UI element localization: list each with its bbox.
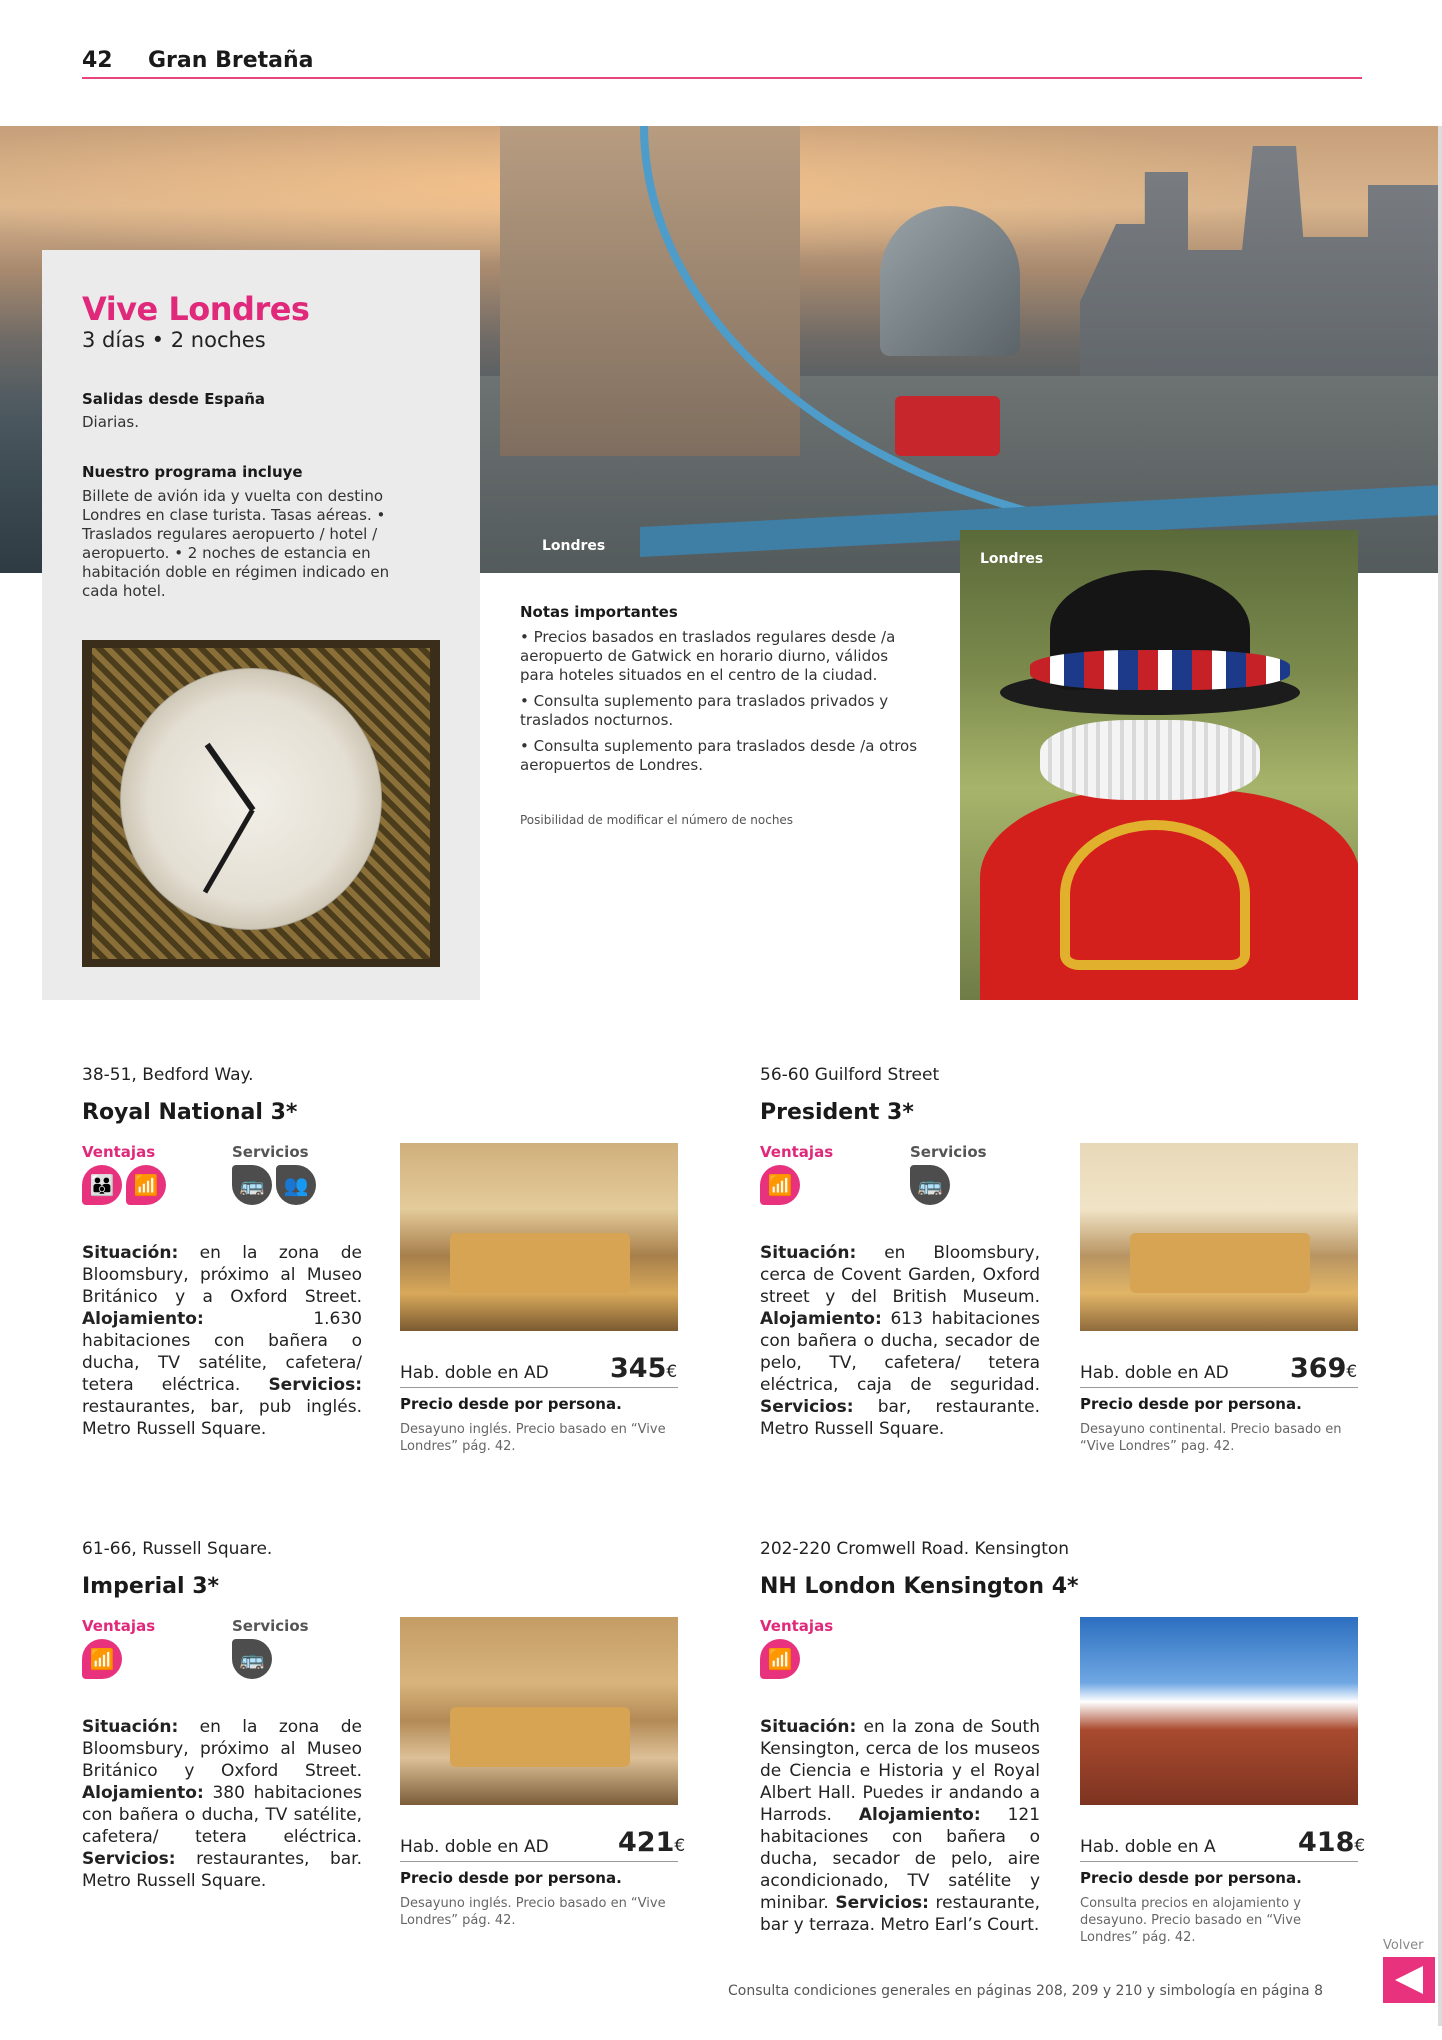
ruff-collar [1040,720,1260,800]
programa-label: Nuestro programa incluye [82,463,303,481]
package-duration: 3 días • 2 noches [82,328,266,352]
hotel-room-photo [400,1617,678,1805]
room-type: Hab. doble en A [1080,1837,1216,1857]
price-value [1298,1827,1365,1858]
room-type: Hab. doble en AD [400,1837,549,1857]
hotel-name: Royal National 3* [82,1100,298,1125]
price-note: Desayuno inglés. Precio basado en “Vive Londres” pág. 42. [400,1422,666,1454]
price-rule [400,1861,678,1862]
page-number: 42 [82,48,113,73]
volver-button[interactable] [1383,1957,1435,2003]
alojamiento-text: 380 habitaciones con bañera o ducha, TV satélite, cafetera/ tetera eléctrica. [82,1783,363,1847]
price-desde: Precio desde por persona. [1080,1869,1302,1887]
ventajas-label: Ventajas [82,1143,156,1161]
salidas-text: Diarias. [82,413,140,431]
bed [450,1233,630,1293]
servicios-text: bar, restaurante. Metro Russell Square. [760,1397,1040,1439]
price-amount: 345 [610,1353,667,1384]
servicios-text: restaurantes, bar, pub inglés. Metro Russell Square. [82,1397,362,1439]
note-item: • Precios basados en traslados regulares desde /a aeropuerto de Gatwick en horario diurno, válidos para hoteles situados en el centro de la ciudad. [520,628,896,684]
notes-footnote: Posibilidad de modificar el número de noches [520,813,794,827]
big-ben-clock-photo [82,640,440,967]
footer-note: Consulta condiciones generales en páginas 208, 209 y 210 y simbología en página 8 [728,1983,1323,1999]
alojamiento-text: 1.630 habitaciones con bañera o ducha, TV satélite, cafetera/ tetera eléctrica. [82,1309,362,1395]
servicios-desc-label: Servicios: [82,1849,176,1869]
price-note: Desayuno inglés. Precio basado en “Vive Londres” pág. 42. [400,1896,666,1928]
package-title: Vive Londres [82,290,310,328]
situacion-text: en la zona de Bloomsbury, próximo al Museo Británico y a Oxford Street. [82,1243,362,1307]
price-rule [400,1387,678,1388]
hero-caption: Londres [542,538,606,554]
family-icon: 👪 [82,1165,122,1205]
programa-text: Billete de avión ida y vuelta con destino Londres en clase turista. Tasas aéreas. • Traslados regulares aeropuerto / hotel / aeropuerto. • 2 noches de estancia en habitación doble en régimen indicado en cada hotel. [82,487,390,600]
servicios-desc-label: Servicios: [760,1397,854,1417]
alojamiento-label: Alojamiento: [760,1309,882,1329]
ventajas-label: Ventajas [760,1617,834,1635]
hotel-name: President 3* [760,1100,914,1125]
notes-list [520,628,920,782]
bus-icon: 🚌 [232,1165,272,1205]
note-item: • Consulta suplemento para traslados privados y traslados nocturnos. [520,692,889,729]
alojamiento-label: Alojamiento: [82,1783,204,1803]
price-desde: Precio desde por persona. [1080,1395,1302,1413]
servicios-text: restaurante, bar y terraza. Metro Earl’s Court. [760,1893,1040,1935]
wifi-icon: 📶 [760,1639,800,1679]
servicios-desc-label: Servicios: [835,1893,929,1913]
price-currency: € [1354,1836,1366,1856]
gold-embroidery [1060,820,1250,970]
bus-icon: 🚌 [232,1639,272,1679]
price-amount: 369 [1290,1353,1347,1384]
hotel-description [760,1716,1040,1936]
situacion-text: en la zona de Bloomsbury, próximo al Museo Británico y Oxford Street. [82,1717,362,1781]
situacion-label: Situación: [760,1243,857,1263]
price-amount: 421 [618,1827,675,1858]
beefeater-photo [960,530,1358,1000]
section-title: Gran Bretaña [148,48,314,73]
alojamiento-label: Alojamiento: [82,1309,204,1329]
header-rule [82,77,1362,79]
alojamiento-text: 613 habitaciones con bañera o ducha, secador de pelo, TV, cafetera/ tetera eléctrica, caja de seguridad. [760,1309,1041,1395]
price-note: Desayuno continental. Precio basado en “Vive Londres” pag. 42. [1080,1422,1342,1454]
bus-icon: 🚌 [910,1165,950,1205]
page-edge [1438,126,1442,2026]
room-type: Hab. doble en AD [400,1363,549,1383]
price-value [618,1827,685,1858]
hotel-description [760,1242,1040,1440]
hotel-building-photo [1080,1617,1358,1805]
situacion-label: Situación: [82,1243,179,1263]
price-rule [1080,1387,1358,1388]
hotel-room-photo [400,1143,678,1331]
servicios-label: Servicios [232,1143,309,1161]
price-rule [1080,1861,1358,1862]
situacion-label: Situación: [82,1717,179,1737]
wifi-icon: 📶 [82,1639,122,1679]
clock-face [120,668,382,930]
wifi-icon: 📶 [126,1165,166,1205]
situacion-text: en la zona de South Kensington, cerca de los museos de Ciencia e Historia y el Royal Albert Hall. Puedes ir andando a Harrods. [760,1717,1041,1825]
bed [450,1707,630,1767]
room-type: Hab. doble en AD [1080,1363,1229,1383]
ventajas-label: Ventajas [82,1617,156,1635]
price-currency: € [1346,1362,1358,1382]
beefeater-caption: Londres [980,551,1044,567]
price-note: Consulta precios en alojamiento y desayuno. Precio basado en “Vive Londres” pág. 42. [1080,1896,1301,1945]
situacion-text: en Bloomsbury, cerca de Covent Garden, Oxford street y del British Museum. [760,1243,1040,1307]
volver-label[interactable]: Volver [1383,1938,1424,1953]
salidas-label: Salidas desde España [82,390,266,408]
hotel-room-photo [1080,1143,1358,1331]
hotel-name: Imperial 3* [82,1574,220,1599]
wifi-icon: 📶 [760,1165,800,1205]
price-value [610,1353,677,1384]
group-icon: 👥 [276,1165,316,1205]
hotel-description [82,1716,362,1892]
hotel-name: NH London Kensington 4* [760,1574,1079,1599]
ventajas-label: Ventajas [760,1143,834,1161]
hotel-address: 61-66, Russell Square. [82,1539,273,1559]
price-currency: € [666,1362,678,1382]
hotel-description [82,1242,362,1440]
notes-label: Notas importantes [520,603,678,621]
situacion-label: Situación: [760,1717,857,1737]
price-currency: € [674,1836,686,1856]
servicios-label: Servicios [910,1143,987,1161]
servicios-text: restaurantes, bar. Metro Russell Square. [82,1849,362,1891]
servicios-label: Servicios [232,1617,309,1635]
arrow-left-icon [1395,1966,1423,1994]
hotel-address: 38-51, Bedford Way. [82,1065,254,1085]
hotel-address: 202-220 Cromwell Road. Kensington [760,1539,1070,1559]
servicios-desc-label: Servicios: [268,1375,363,1395]
bed [1130,1233,1310,1293]
price-amount: 418 [1298,1827,1355,1858]
price-desde: Precio desde por persona. [400,1869,622,1887]
alojamiento-label: Alojamiento: [858,1805,981,1825]
hat-ribbons [1030,650,1290,690]
price-desde: Precio desde por persona. [400,1395,622,1413]
alojamiento-text: 121 habitaciones con bañera o ducha, secador de pelo, aire acondicionado, TV satélite y minibar. [760,1805,1041,1913]
hotel-address: 56-60 Guilford Street [760,1065,940,1085]
note-item: • Consulta suplemento para traslados desde /a otros aeropuertos de Londres. [520,737,918,774]
red-bus [895,396,1000,456]
price-value [1290,1353,1357,1384]
